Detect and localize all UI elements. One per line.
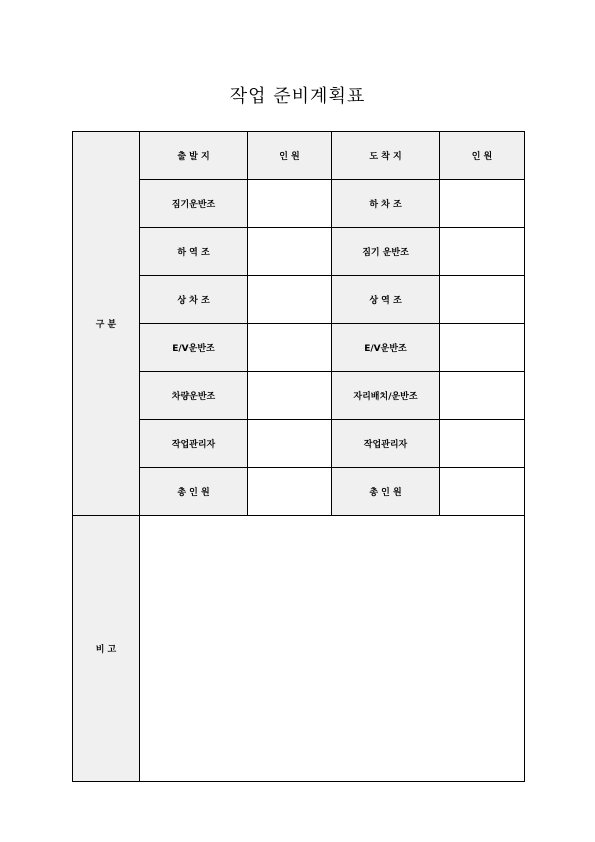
departure-personnel-input[interactable] [248, 276, 332, 324]
departure-team-cell: 상 차 조 [140, 276, 248, 324]
departure-team-cell: 하 역 조 [140, 228, 248, 276]
departure-team-cell: E/V운반조 [140, 324, 248, 372]
table-row [73, 372, 525, 420]
arrival-header: 도 착 지 [332, 132, 440, 180]
arrival-team-cell: 상 역 조 [332, 276, 440, 324]
table-row [73, 420, 525, 468]
arrival-team-cell: 짐기 운반조 [332, 228, 440, 276]
departure-total-input[interactable] [248, 468, 332, 516]
remarks-row [73, 516, 525, 782]
departure-personnel-input[interactable] [248, 324, 332, 372]
table-row-total [73, 468, 525, 516]
section-label-cell [73, 132, 140, 516]
arrival-team-cell: 자리배치/운반조 [332, 372, 440, 420]
arrival-personnel-input[interactable] [440, 180, 525, 228]
arrival-personnel-input[interactable] [440, 228, 525, 276]
arrival-total-input[interactable] [440, 468, 525, 516]
departure-team-cell: 짐기운반조 [140, 180, 248, 228]
table-row [73, 228, 525, 276]
table-row [73, 180, 525, 228]
personnel-header-1: 인 원 [248, 132, 332, 180]
arrival-team-cell: E/V운반조 [332, 324, 440, 372]
arrival-personnel-input[interactable] [440, 276, 525, 324]
departure-team-cell: 차량운반조 [140, 372, 248, 420]
page-title: 작업 준비계획표 [229, 86, 366, 107]
remarks-label: 비 고 [95, 645, 117, 655]
personnel-header-2: 인 원 [440, 132, 525, 180]
table-row [73, 324, 525, 372]
departure-personnel-input[interactable] [248, 420, 332, 468]
departure-personnel-input[interactable] [248, 228, 332, 276]
table-row [73, 276, 525, 324]
departure-team-cell: 작업관리자 [140, 420, 248, 468]
arrival-personnel-input[interactable] [440, 420, 525, 468]
departure-personnel-input[interactable] [248, 180, 332, 228]
departure-personnel-input[interactable] [248, 372, 332, 420]
arrival-total-cell: 총 인 원 [332, 468, 440, 516]
arrival-personnel-input[interactable] [440, 324, 525, 372]
departure-header: 출 발 지 [140, 132, 248, 180]
arrival-personnel-input[interactable] [440, 372, 525, 420]
departure-total-cell: 총 인 원 [140, 468, 248, 516]
work-plan-table [72, 131, 525, 782]
section-label: 구 분 [95, 320, 117, 330]
arrival-team-cell: 하 차 조 [332, 180, 440, 228]
remarks-label-cell [73, 516, 140, 782]
table-header-row [73, 132, 525, 180]
remarks-input[interactable] [140, 516, 525, 782]
arrival-team-cell: 작업관리자 [332, 420, 440, 468]
